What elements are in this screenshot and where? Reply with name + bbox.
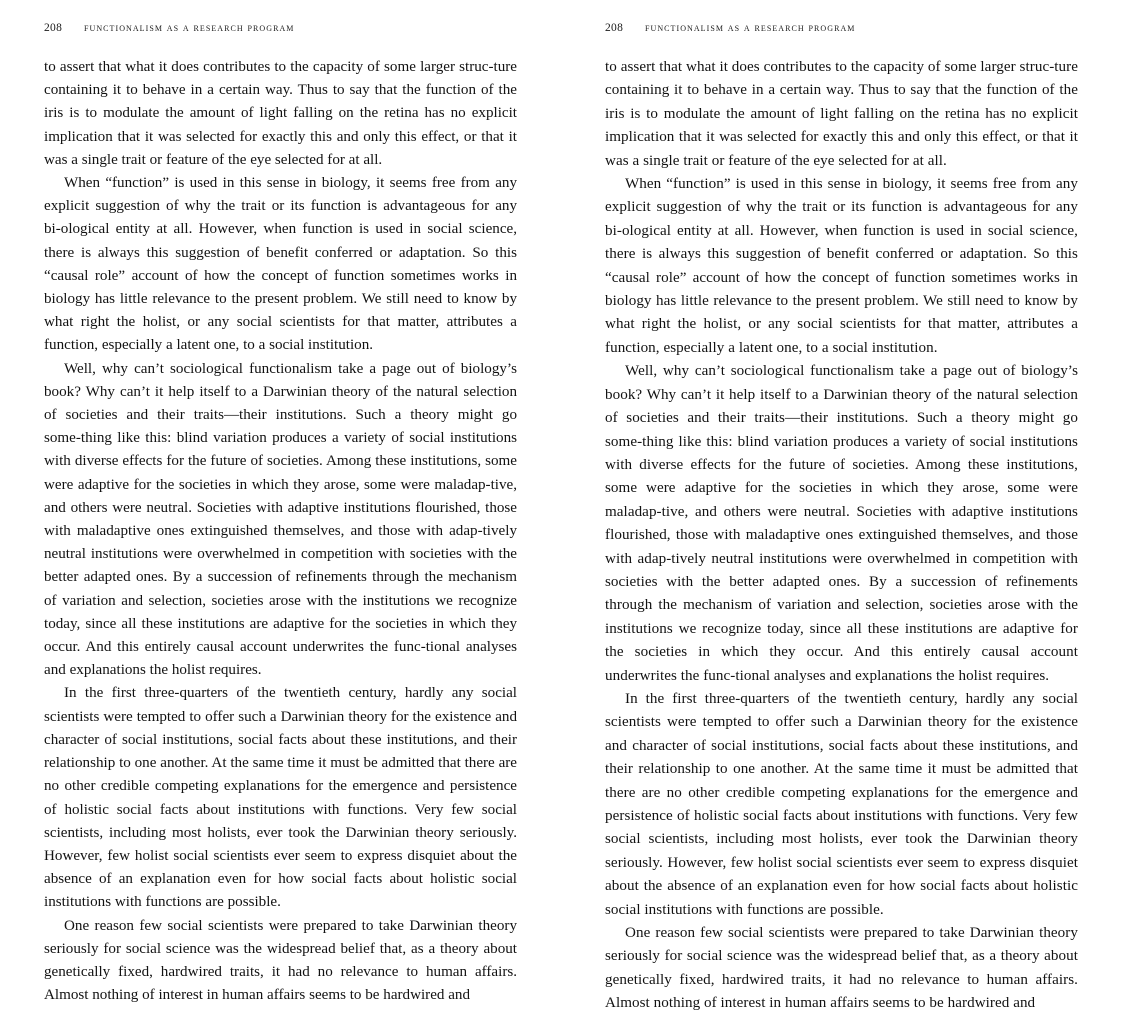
paragraph: When “function” is used in this sense in biology, it seems free from any explicit suggestion of why the trait or its function is advantageous for any bi‑ological entity at all. However, when function is used in social science, there is always this suggestion of benefit conferred or adaptation. So this “causal role” account of how the concept of function sometimes works in biology has little relevance to the present problem. We still need to know by what right the holist, or any social scientists for that matter, attributes a function, especially a latent one, to a social institution.	[44, 175, 517, 354]
paragraph: Well, why can’t sociological functionalism take a page out of biology’s book? Why can’t it help itself to a Darwinian theory of the natural selection of societies and their traits—their institutions. Such a theory might go some‑thing like this: blind variation produces a variety of social institutions with diverse effects for the future of societies. Among these institutions, some were adaptive for the societies in which they arose, some were maladap‑tive, and others were neutral. Societies with adaptive institutions flourished, those with maladaptive ones extinguished themselves, and those with adap‑tively neutral institutions were overwhelmed in competition with societies with the better adapted ones. By a succession of refinements through the mechanism of variation and selection, societies arose with the institutions we recognize today, since all these institutions are adaptive for the societies in which they occur. And this entirely causal account underwrites the func‑tional analyses and explanations the holist requires.	[605, 363, 1078, 684]
running-head-right	[605, 22, 1078, 40]
running-head-left	[44, 22, 517, 40]
paragraph: One reason few social scientists were prepared to take Darwinian theory seriously for social science was the widespread belief that, as a theory about genetically fixed, hardwired traits, it had no relevance to human affairs. Almost nothing of interest in human affairs seems to be hardwired and	[44, 917, 517, 1004]
page-body-right	[605, 56, 1078, 1016]
paragraph: One reason few social scientists were prepared to take Darwinian theory seriously for social science was the widespread belief that, as a theory about genetically fixed, hardwired traits, it had no relevance to human affairs. Almost nothing of interest in human affairs seems to be hardwired and	[605, 925, 1078, 1012]
running-head-title-right: functionalism as a research program	[645, 22, 856, 34]
paragraph: to assert that what it does contributes to the capacity of some larger struc‑ture containing it to behave in a certain way. Thus to say that the function of the iris is to modulate the amount of light falling on the retina has no explicit implication that it was selected for exactly this and only this effect, or that it was a single trait or feature of the eye selected for at all.	[605, 59, 1078, 169]
paragraph: When “function” is used in this sense in biology, it seems free from any explicit suggestion of why the trait or its function is advantageous for any bi‑ological entity at all. However, when function is used in social science, there is always this suggestion of benefit conferred or adaptation. So this “causal role” account of how the concept of function sometimes works in biology has little relevance to the present problem. We still need to know by what right the holist, or any social scientists for that matter, attributes a function, especially a latent one, to a social institution.	[605, 176, 1078, 356]
page-right	[561, 0, 1122, 1012]
page-body-left	[44, 56, 517, 1007]
paragraph: In the first three-quarters of the twentieth century, hardly any social scientists were tempted to offer such a Darwinian theory for the existence and character of social institutions, social facts about these institutions, and their relationship to one another. At the same time it must be admitted that there are no other credible competing explanations for the emergence and persistence of holistic social facts about institutions with functions. Very few social scientists, including most holists, ever took the Darwinian theory seriously. However, few holist social scientists ever seem to express disquiet about the absence of an explanation even for how social facts about holistic social institutions with functions are possible.	[44, 685, 517, 911]
paragraph: to assert that what it does contributes to the capacity of some larger struc‑ture containing it to behave in a certain way. Thus to say that the function of the iris is to modulate the amount of light falling on the retina has no explicit implication that it was selected for exactly this and only this effect, or that it was a single trait or feature of the eye selected for at all.	[44, 59, 517, 168]
page-left	[0, 0, 561, 1004]
page-number-right: 208	[605, 22, 624, 34]
paragraph: Well, why can’t sociological functionalism take a page out of biology’s book? Why can’t it help itself to a Darwinian theory of the natural selection of societies and their traits—their institutions. Such a theory might go some‑thing like this: blind variation produces a variety of social institutions with diverse effects for the future of societies. Among these institutions, some were adaptive for the societies in which they arose, some were maladap‑tive, and others were neutral. Societies with adaptive institutions flourished, those with maladaptive ones extinguished themselves, and those with adap‑tively neutral institutions were overwhelmed in competition with societies with the better adapted ones. By a succession of refinements through the mechanism of variation and selection, societies arose with the institutions we recognize today, since all these institutions are adaptive for the societies in which they occur. And this entirely causal account underwrites the func‑tional analyses and explanations the holist requires.	[44, 360, 517, 679]
running-head-title-left: functionalism as a research program	[84, 22, 295, 34]
page-number-left: 208	[44, 22, 63, 34]
paragraph: In the first three-quarters of the twentieth century, hardly any social scientists were tempted to offer such a Darwinian theory for the existence and character of social institutions, social facts about these institutions, and their relationship to one another. At the same time it must be admitted that there are no other credible competing explanations for the emergence and persistence of holistic social facts about institutions with functions. Very few social scientists, including most holists, ever took the Darwinian theory seriously. However, few holist social scientists ever seem to express disquiet about the absence of an explanation even for how social facts about holistic social institutions with functions are possible.	[605, 690, 1078, 918]
